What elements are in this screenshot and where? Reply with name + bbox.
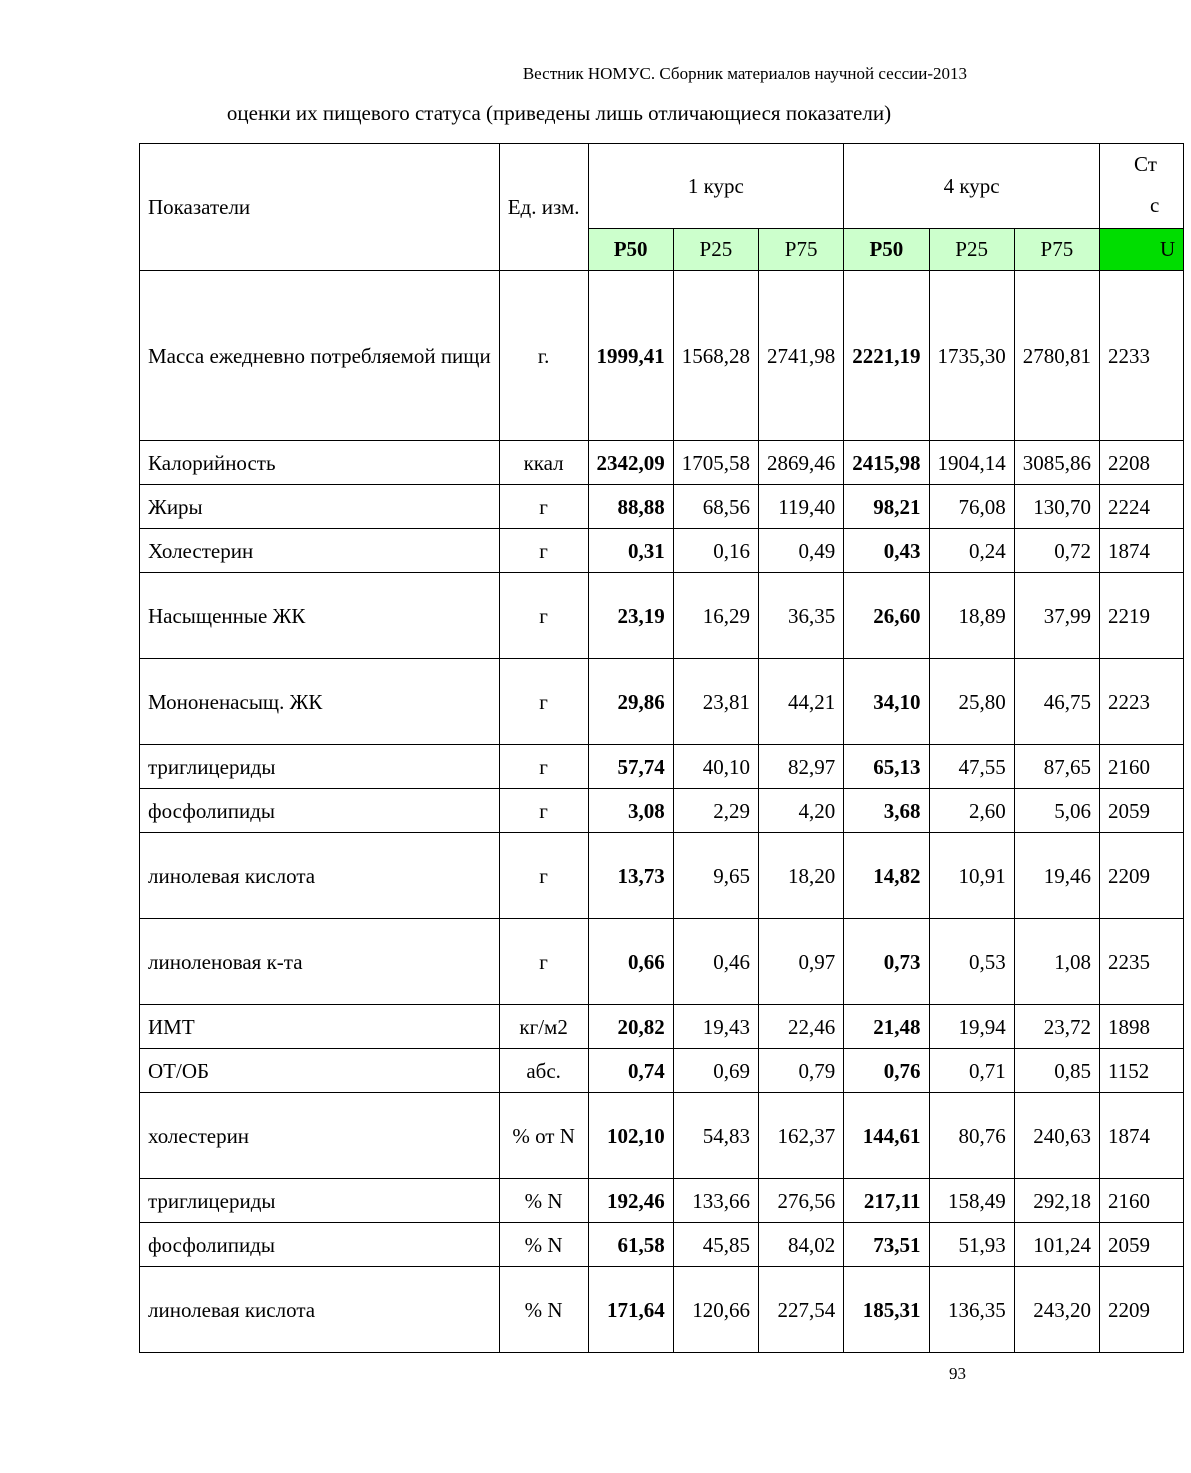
row-value: 0,24 bbox=[929, 529, 1014, 573]
row-value: 227,54 bbox=[759, 1267, 844, 1353]
row-value: 1705,58 bbox=[673, 441, 758, 485]
row-value: 192,46 bbox=[588, 1179, 673, 1223]
group-3-mid: с bbox=[1150, 193, 1160, 217]
row-value: 0,43 bbox=[844, 529, 929, 573]
row-value: 0,31 bbox=[588, 529, 673, 573]
row-value: 2780,81 bbox=[1014, 271, 1099, 441]
table-row bbox=[140, 833, 1184, 919]
row-indicator: триглицериды bbox=[140, 745, 500, 789]
row-value-u: 2209 bbox=[1100, 1267, 1184, 1353]
row-unit: г bbox=[499, 789, 588, 833]
row-value: 44,21 bbox=[759, 659, 844, 745]
row-value-u: 2219 bbox=[1100, 573, 1184, 659]
row-value: 76,08 bbox=[929, 485, 1014, 529]
row-value: 0,73 bbox=[844, 919, 929, 1005]
row-value: 18,20 bbox=[759, 833, 844, 919]
group-2-header: 4 курс bbox=[844, 144, 1100, 229]
row-value: 14,82 bbox=[844, 833, 929, 919]
row-value: 1568,28 bbox=[673, 271, 758, 441]
row-value: 26,60 bbox=[844, 573, 929, 659]
row-value: 0,76 bbox=[844, 1049, 929, 1093]
row-value: 101,24 bbox=[1014, 1223, 1099, 1267]
row-value-u: 1152 bbox=[1100, 1049, 1184, 1093]
group-1-header: 1 курс bbox=[588, 144, 844, 229]
row-unit: г bbox=[499, 745, 588, 789]
row-value: 18,89 bbox=[929, 573, 1014, 659]
group-3-header bbox=[1100, 144, 1184, 229]
row-value: 0,72 bbox=[1014, 529, 1099, 573]
row-value: 1,08 bbox=[1014, 919, 1099, 1005]
row-indicator: линолевая кислота bbox=[140, 1267, 500, 1353]
row-indicator: Мононенасыщ. ЖК bbox=[140, 659, 500, 745]
sub-p25-2: P25 bbox=[929, 229, 1014, 271]
row-value: 2342,09 bbox=[588, 441, 673, 485]
row-value: 25,80 bbox=[929, 659, 1014, 745]
row-value: 276,56 bbox=[759, 1179, 844, 1223]
row-value-u: 2233 bbox=[1100, 271, 1184, 441]
table-row bbox=[140, 1049, 1184, 1093]
row-value: 23,19 bbox=[588, 573, 673, 659]
row-unit: кг/м2 bbox=[499, 1005, 588, 1049]
row-value: 0,46 bbox=[673, 919, 758, 1005]
row-unit: г bbox=[499, 659, 588, 745]
table-row bbox=[140, 1005, 1184, 1049]
row-value: 144,61 bbox=[844, 1093, 929, 1179]
row-unit: г. bbox=[499, 271, 588, 441]
row-value: 133,66 bbox=[673, 1179, 758, 1223]
row-value: 19,43 bbox=[673, 1005, 758, 1049]
row-value-u: 2208 bbox=[1100, 441, 1184, 485]
row-indicator: ИМТ bbox=[140, 1005, 500, 1049]
table-row bbox=[140, 271, 1184, 441]
row-value: 13,73 bbox=[588, 833, 673, 919]
col-indicator-header: Показатели bbox=[140, 144, 500, 271]
row-value: 136,35 bbox=[929, 1267, 1014, 1353]
table-row bbox=[140, 1223, 1184, 1267]
row-value: 185,31 bbox=[844, 1267, 929, 1353]
row-unit: ккал bbox=[499, 441, 588, 485]
row-value: 16,29 bbox=[673, 573, 758, 659]
table-row bbox=[140, 1179, 1184, 1223]
row-value: 0,97 bbox=[759, 919, 844, 1005]
row-value: 29,86 bbox=[588, 659, 673, 745]
row-unit: г bbox=[499, 919, 588, 1005]
row-value: 20,82 bbox=[588, 1005, 673, 1049]
row-value: 19,94 bbox=[929, 1005, 1014, 1049]
row-value: 23,72 bbox=[1014, 1005, 1099, 1049]
row-value: 0,69 bbox=[673, 1049, 758, 1093]
row-value: 292,18 bbox=[1014, 1179, 1099, 1223]
row-value-u: 2059 bbox=[1100, 789, 1184, 833]
row-value: 88,88 bbox=[588, 485, 673, 529]
row-unit: % от N bbox=[499, 1093, 588, 1179]
row-value: 45,85 bbox=[673, 1223, 758, 1267]
row-value: 2,60 bbox=[929, 789, 1014, 833]
row-value-u: 1874 bbox=[1100, 529, 1184, 573]
row-value: 40,10 bbox=[673, 745, 758, 789]
row-value: 2869,46 bbox=[759, 441, 844, 485]
sub-p75-2: P75 bbox=[1014, 229, 1099, 271]
row-unit: г bbox=[499, 485, 588, 529]
row-value: 37,99 bbox=[1014, 573, 1099, 659]
row-value: 0,71 bbox=[929, 1049, 1014, 1093]
row-value: 158,49 bbox=[929, 1179, 1014, 1223]
row-value-u: 2160 bbox=[1100, 1179, 1184, 1223]
row-value: 240,63 bbox=[1014, 1093, 1099, 1179]
row-indicator: Масса ежедневно потребляемой пищи bbox=[140, 271, 500, 441]
row-unit: г bbox=[499, 833, 588, 919]
row-value: 217,11 bbox=[844, 1179, 929, 1223]
row-value: 5,06 bbox=[1014, 789, 1099, 833]
row-indicator: линолевая кислота bbox=[140, 833, 500, 919]
row-value: 0,16 bbox=[673, 529, 758, 573]
row-value: 1999,41 bbox=[588, 271, 673, 441]
row-value: 4,20 bbox=[759, 789, 844, 833]
journal-header: Вестник НОМУС. Сборник материалов научной сессии-2013 bbox=[522, 64, 967, 83]
row-value: 0,74 bbox=[588, 1049, 673, 1093]
row-indicator: ОТ/ОБ bbox=[140, 1049, 500, 1093]
row-value: 3,08 bbox=[588, 789, 673, 833]
row-indicator: Жиры bbox=[140, 485, 500, 529]
row-value: 68,56 bbox=[673, 485, 758, 529]
row-value: 19,46 bbox=[1014, 833, 1099, 919]
row-value: 36,35 bbox=[759, 573, 844, 659]
header-row-groups bbox=[140, 144, 1184, 229]
sub-u: U bbox=[1100, 229, 1184, 271]
row-value-u: 2160 bbox=[1100, 745, 1184, 789]
row-value-u: 1874 bbox=[1100, 1093, 1184, 1179]
col-unit-header: Ед. изм. bbox=[499, 144, 588, 271]
table-row bbox=[140, 529, 1184, 573]
row-unit: % N bbox=[499, 1179, 588, 1223]
row-value-u: 2224 bbox=[1100, 485, 1184, 529]
row-value: 0,79 bbox=[759, 1049, 844, 1093]
table-body bbox=[140, 271, 1184, 1353]
row-value: 3,68 bbox=[844, 789, 929, 833]
row-indicator: холестерин bbox=[140, 1093, 500, 1179]
table-row bbox=[140, 789, 1184, 833]
table-row bbox=[140, 485, 1184, 529]
row-unit: г bbox=[499, 529, 588, 573]
row-value: 82,97 bbox=[759, 745, 844, 789]
row-value: 54,83 bbox=[673, 1093, 758, 1179]
row-unit: % N bbox=[499, 1267, 588, 1353]
row-value: 2221,19 bbox=[844, 271, 929, 441]
table-row bbox=[140, 573, 1184, 659]
row-indicator: триглицериды bbox=[140, 1179, 500, 1223]
row-value: 0,66 bbox=[588, 919, 673, 1005]
row-value: 61,58 bbox=[588, 1223, 673, 1267]
table-row bbox=[140, 659, 1184, 745]
row-indicator: Насыщенные ЖК bbox=[140, 573, 500, 659]
row-indicator: фосфолипиды bbox=[140, 1223, 500, 1267]
row-value-u: 2059 bbox=[1100, 1223, 1184, 1267]
table-row bbox=[140, 441, 1184, 485]
row-value: 57,74 bbox=[588, 745, 673, 789]
sub-p50-1: P50 bbox=[588, 229, 673, 271]
row-value: 0,85 bbox=[1014, 1049, 1099, 1093]
page-number: 93 bbox=[949, 1364, 966, 1383]
sub-p50-2: P50 bbox=[844, 229, 929, 271]
table-row bbox=[140, 919, 1184, 1005]
row-value-u: 1898 bbox=[1100, 1005, 1184, 1049]
table-row bbox=[140, 745, 1184, 789]
row-value: 2,29 bbox=[673, 789, 758, 833]
row-value: 119,40 bbox=[759, 485, 844, 529]
row-value: 2741,98 bbox=[759, 271, 844, 441]
row-value: 10,91 bbox=[929, 833, 1014, 919]
row-value: 130,70 bbox=[1014, 485, 1099, 529]
row-value: 243,20 bbox=[1014, 1267, 1099, 1353]
row-value: 80,76 bbox=[929, 1093, 1014, 1179]
row-value: 2415,98 bbox=[844, 441, 929, 485]
row-value: 162,37 bbox=[759, 1093, 844, 1179]
table-caption: оценки их пищевого статуса (приведены лишь отличающиеся показатели) bbox=[226, 101, 892, 125]
row-value: 9,65 bbox=[673, 833, 758, 919]
row-value: 22,46 bbox=[759, 1005, 844, 1049]
row-value: 1735,30 bbox=[929, 271, 1014, 441]
row-value: 120,66 bbox=[673, 1267, 758, 1353]
row-value: 47,55 bbox=[929, 745, 1014, 789]
row-value-u: 2223 bbox=[1100, 659, 1184, 745]
row-value: 84,02 bbox=[759, 1223, 844, 1267]
row-value-u: 2235 bbox=[1100, 919, 1184, 1005]
row-value: 3085,86 bbox=[1014, 441, 1099, 485]
row-value: 102,10 bbox=[588, 1093, 673, 1179]
row-value: 34,10 bbox=[844, 659, 929, 745]
row-indicator: линоленовая к-та bbox=[140, 919, 500, 1005]
data-table bbox=[139, 143, 1184, 1353]
row-indicator: Калорийность bbox=[140, 441, 500, 485]
sub-p75-1: P75 bbox=[759, 229, 844, 271]
table-row bbox=[140, 1093, 1184, 1179]
row-value: 51,93 bbox=[929, 1223, 1014, 1267]
row-value: 65,13 bbox=[844, 745, 929, 789]
row-value-u: 2209 bbox=[1100, 833, 1184, 919]
row-value: 0,49 bbox=[759, 529, 844, 573]
row-value: 73,51 bbox=[844, 1223, 929, 1267]
row-value: 21,48 bbox=[844, 1005, 929, 1049]
row-value: 98,21 bbox=[844, 485, 929, 529]
row-value: 87,65 bbox=[1014, 745, 1099, 789]
row-unit: абс. bbox=[499, 1049, 588, 1093]
row-unit: г bbox=[499, 573, 588, 659]
row-indicator: фосфолипиды bbox=[140, 789, 500, 833]
row-unit: % N bbox=[499, 1223, 588, 1267]
sub-p25-1: P25 bbox=[673, 229, 758, 271]
group-3-top: Ст bbox=[1134, 152, 1157, 176]
row-value: 23,81 bbox=[673, 659, 758, 745]
row-value: 46,75 bbox=[1014, 659, 1099, 745]
row-value: 1904,14 bbox=[929, 441, 1014, 485]
row-indicator: Холестерин bbox=[140, 529, 500, 573]
row-value: 171,64 bbox=[588, 1267, 673, 1353]
row-value: 0,53 bbox=[929, 919, 1014, 1005]
table-row bbox=[140, 1267, 1184, 1353]
